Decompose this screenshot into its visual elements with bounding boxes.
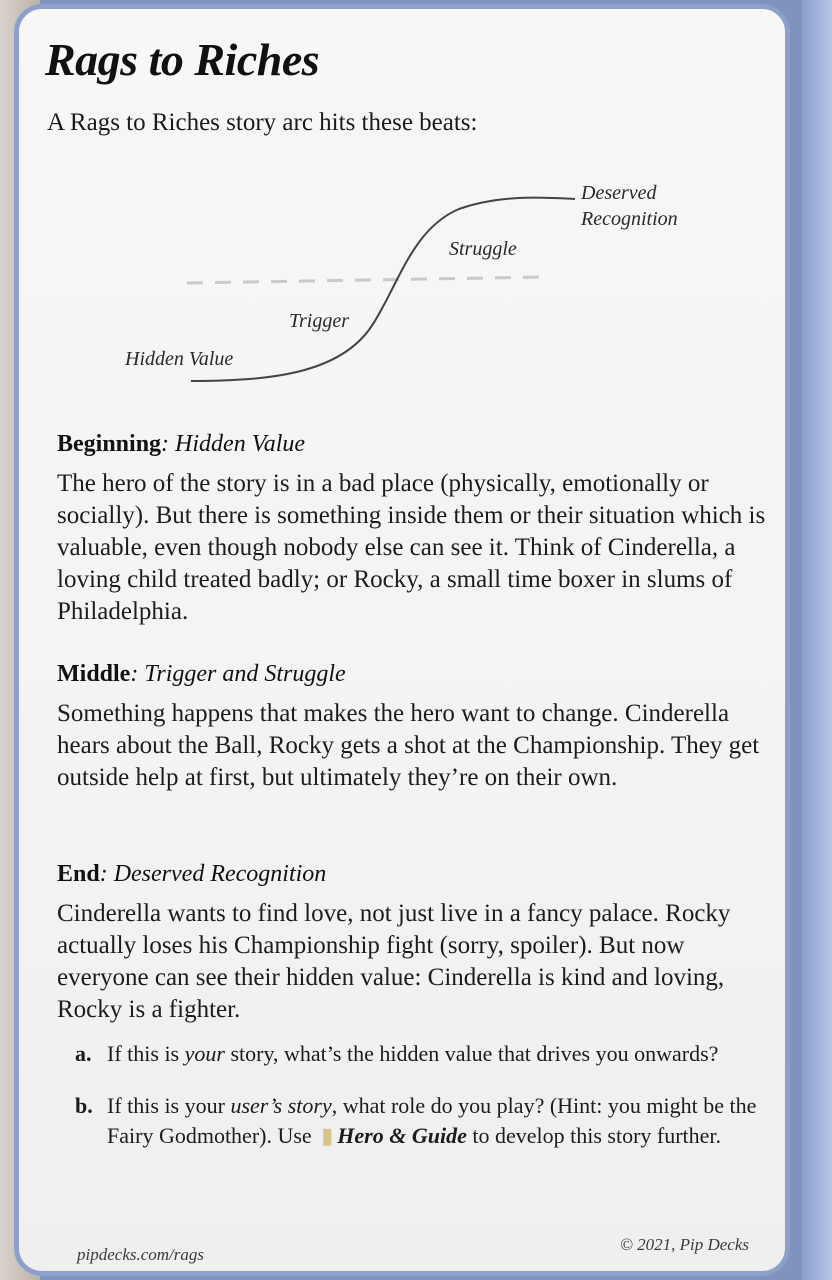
story-card	[14, 4, 790, 1276]
question-a	[75, 1039, 775, 1069]
label-struggle: Struggle	[449, 238, 517, 260]
beginning-heading-label: Beginning	[57, 431, 162, 457]
footer-url: pipdecks.com/rags	[77, 1245, 205, 1264]
section-beginning	[57, 431, 777, 628]
beginning-body: The hero of the story is in a bad place (physically, emotionally or socially). But there is something inside them or their situation which is valuable, even though nobody else can see it. Think of Cinderella, a loving child treated badly; or Rocky, a small time boxer in slums of Philadelphia.	[57, 470, 766, 625]
baseline-dash	[187, 277, 547, 283]
label-hidden-value: Hidden Value	[125, 348, 234, 370]
label-deserved: Deserved	[581, 182, 657, 204]
beginning-subheading: : Hidden Value	[161, 431, 306, 457]
question-b-middle: , what role do you play? (Hint: you might be the Fairy Godmother). Use	[107, 1093, 757, 1148]
question-a-after: story, what’s the hidden value that drives you onwards?	[224, 1041, 719, 1066]
middle-heading-label: Middle	[57, 661, 131, 687]
question-a-text	[107, 1039, 718, 1069]
question-a-mark: a.	[75, 1041, 92, 1066]
question-b-text	[107, 1091, 775, 1151]
question-b-emphasis: user’s story	[230, 1093, 332, 1118]
label-recognition: Recognition	[581, 208, 678, 230]
questions-list	[75, 1039, 775, 1173]
hero-guide-card-ref: Hero & Guide	[337, 1123, 467, 1148]
story-arc-diagram	[19, 9, 790, 409]
question-a-before: If this is	[107, 1041, 185, 1066]
middle-heading	[57, 661, 777, 688]
question-b-mark: b.	[75, 1093, 93, 1118]
arc-curve	[191, 198, 575, 381]
end-heading-label: End	[57, 861, 100, 887]
card-title: Rags to Riches	[45, 34, 320, 85]
question-b-before: If this is your	[107, 1093, 231, 1118]
end-body: Cinderella wants to find love, not just live in a fancy palace. Rocky actually loses his Championship fight (sorry, spoiler). But now everyone can see their hidden value: Cinderella is kind and loving, Rocky is a fighter.	[57, 900, 731, 1023]
card-intro: A Rags to Riches story arc hits these beats:	[47, 109, 478, 136]
question-b-after: to develop this story further.	[466, 1123, 722, 1148]
middle-body: Something happens that makes the hero want to change. Cinderella hears about the Ball, Rocky gets a shot at the Championship. They get outside help at first, but ultimately they’re on their own.	[57, 700, 760, 791]
beginning-heading	[57, 431, 777, 458]
hero-guide-card-icon: ▮	[321, 1123, 334, 1148]
label-trigger: Trigger	[289, 310, 350, 332]
end-heading	[57, 861, 777, 888]
middle-subheading: : Trigger and Struggle	[130, 661, 346, 687]
question-b	[75, 1091, 775, 1151]
section-end	[57, 861, 777, 1026]
footer-copyright: © 2021, Pip Decks	[619, 1235, 749, 1254]
end-subheading: : Deserved Recognition	[99, 861, 327, 887]
section-middle	[57, 661, 777, 794]
question-a-emphasis: your	[184, 1041, 225, 1066]
background-right	[802, 0, 832, 1280]
